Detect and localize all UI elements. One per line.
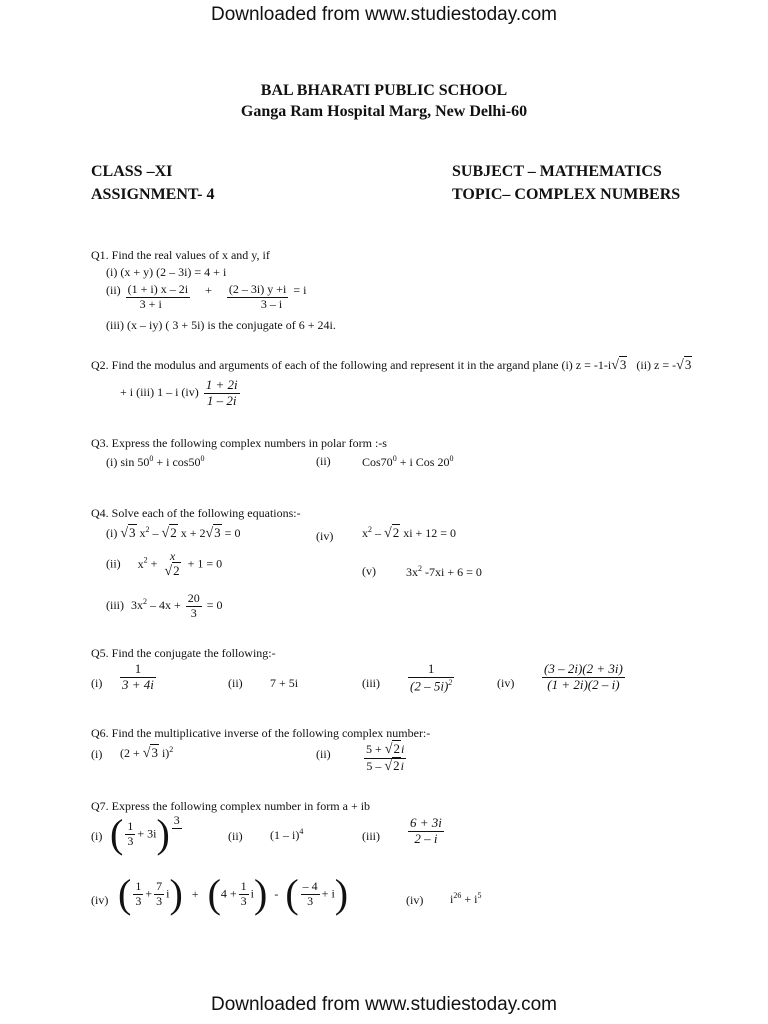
sqrt-icon: √3 [120,525,136,541]
q1-ii-plus: + [205,283,212,297]
q4-part-iv: $x^2 - √2$ xi + 12 = 0 [362,525,457,541]
q1-ii-den1: 3 + i [139,296,162,311]
q6-ii-label: (ii) [316,747,331,761]
q4-part-iii: (iii) $3x^2 - 4x$ + $\frac{20}{3}$ = 0 [106,591,223,620]
q4-stem: Q4. Solve each of the following equations:- [91,506,301,520]
q3-stem: Q3. Express the following complex numbers in polar form :-s [91,436,387,450]
q1-ii-num1: (1 + i) x – 2i [127,282,189,296]
q6-stem: Q6. Find the multiplicative inverse of the following complex number:- [91,726,431,740]
q2-iv-den: 1 – 2i [206,392,237,408]
q2-continuation [120,378,242,409]
q1-ii-den2: 3 – i [260,296,283,311]
q7-stem: Q7. Express the following complex number in form a + ib [91,799,371,813]
q2-cont-text: + i (iii) 1 – i (iv) [120,385,199,400]
q4-part-v: $3x^2$ -7xi + 6 = 0 [406,564,482,579]
header-watermark: Downloaded from www.studiestoday.com [210,4,558,25]
sqrt-icon: √3 [142,745,158,761]
footer-watermark: Downloaded from www.studiestoday.com [210,994,558,1015]
q4-iii-fraction: $\frac{20}{3}$ [187,591,200,620]
q5-stem: Q5. Find the conjugate the following:- [91,646,276,660]
q7-i-label: (i) [91,829,103,843]
q1-part-iii: (iii) (x – iy) ( 3 + 5i) is the conjugate of 6 + 24i. [106,318,336,332]
q4-v-label: (v) [362,564,376,578]
q5-i-fraction: $\frac{1}{3 + 4i}$ [122,661,154,692]
q6-ii-fraction: $\frac{5 + √2i}{5 - √2i}$ [366,741,405,775]
class-label: CLASS –XI [91,163,173,180]
school-name: BAL BHARATI PUBLIC SCHOOL [260,82,508,99]
sqrt-icon: √2 [164,562,180,579]
q7-iv-label: (iv) [91,893,109,907]
q5-iv-fraction: $\frac{(3 - 2i)(2 + 3i)}{(1 + 2i)(2 - i)}$ [544,661,623,692]
q6-part-i: (2 + √3 i)$^2$ [120,745,174,761]
q2-iv-fraction [204,378,240,409]
q7-ii-label: (ii) [228,829,243,843]
sqrt-icon: √2 [161,525,177,541]
q2-ii-text: (ii) z = - [636,358,677,372]
q1-ii-fraction-1 [126,283,190,312]
q4-part-ii: (ii) $x^2$ + x √2 + 1 = 0 [106,549,223,579]
q1-part-ii [106,283,306,312]
q3-part-ii: $Cos70^0 + i$ Cos $20^0$ [362,454,454,469]
q7-part-i: ( $\frac{1}{3}$ + 3i) 3 [110,811,180,856]
q1-ii-rhs: = i [293,283,307,297]
q7-iii-label: (iii) [362,829,380,843]
sqrt-icon: √3 [205,525,221,541]
q6-i-label: (i) [91,747,103,761]
q5-iv-label: (iv) [497,676,515,690]
q7-iii-fraction: $\frac{6 + 3i}{2 - i}$ [410,815,442,846]
q3-part-i: (i) $\sin 50^0 + i$ $\cos 50^0$ [106,454,205,469]
q2-stem [91,357,692,374]
q4-ii-fraction: x √2 [164,549,180,579]
q1-ii-fraction-2 [227,283,288,312]
q5-iii-label: (iii) [362,676,380,690]
school-address: Ganga Ram Hospital Marg, New Delhi-60 [240,103,528,120]
q1-part-i: (i) (x + y) (2 – 3i) = 4 + i [106,265,227,279]
sqrt-icon: √2 [384,741,400,757]
q1-ii-label: (ii) [106,283,121,297]
q7-part-v: $i^{26} + i^5$ [450,891,482,906]
assignment-label: ASSIGNMENT- 4 [91,186,215,203]
sqrt-icon: √3 [611,357,627,373]
sqrt-icon: √2 [384,758,400,775]
q5-part-ii: 7 + 5i [270,676,299,690]
subject-label: SUBJECT – MATHEMATICS [452,163,662,180]
q2-iv-num: 1 + 2i [205,377,238,392]
q4-part-i: (i) √3 $x^2 - √2$ x + 2√3 = 0 [106,525,241,541]
q7-part-iv: ( $\frac{1}{3}$ + $\frac{7}{3}$ i) + (4 + $\frac{1}{3}$ i) - ( $\frac{- 4}{3}$ + i) [118,871,349,916]
q5-i-label: (i) [91,676,103,690]
q3-ii-label: (ii) [316,454,331,468]
topic-label: TOPIC– COMPLEX NUMBERS [452,186,681,203]
q7-v-label: (iv) [406,893,424,907]
q5-iii-fraction: $\frac{1}{(2 - 5i)^2}$ [410,661,453,694]
q1-ii-num2: (2 – 3i) y +i [228,282,287,296]
q5-ii-label: (ii) [228,676,243,690]
q2-stem-text: Q2. Find the modulus and arguments of each of the following and represent it in the argand plane (i) z = -1-i [91,358,612,372]
sqrt-icon: √3 [676,357,692,373]
q1-stem: Q1. Find the real values of x and y, if [91,248,270,262]
sqrt-icon: √2 [384,525,400,541]
q4-iv-label: (iv) [316,529,334,543]
q7-part-ii: (1 – i)$^4$ [270,827,304,842]
